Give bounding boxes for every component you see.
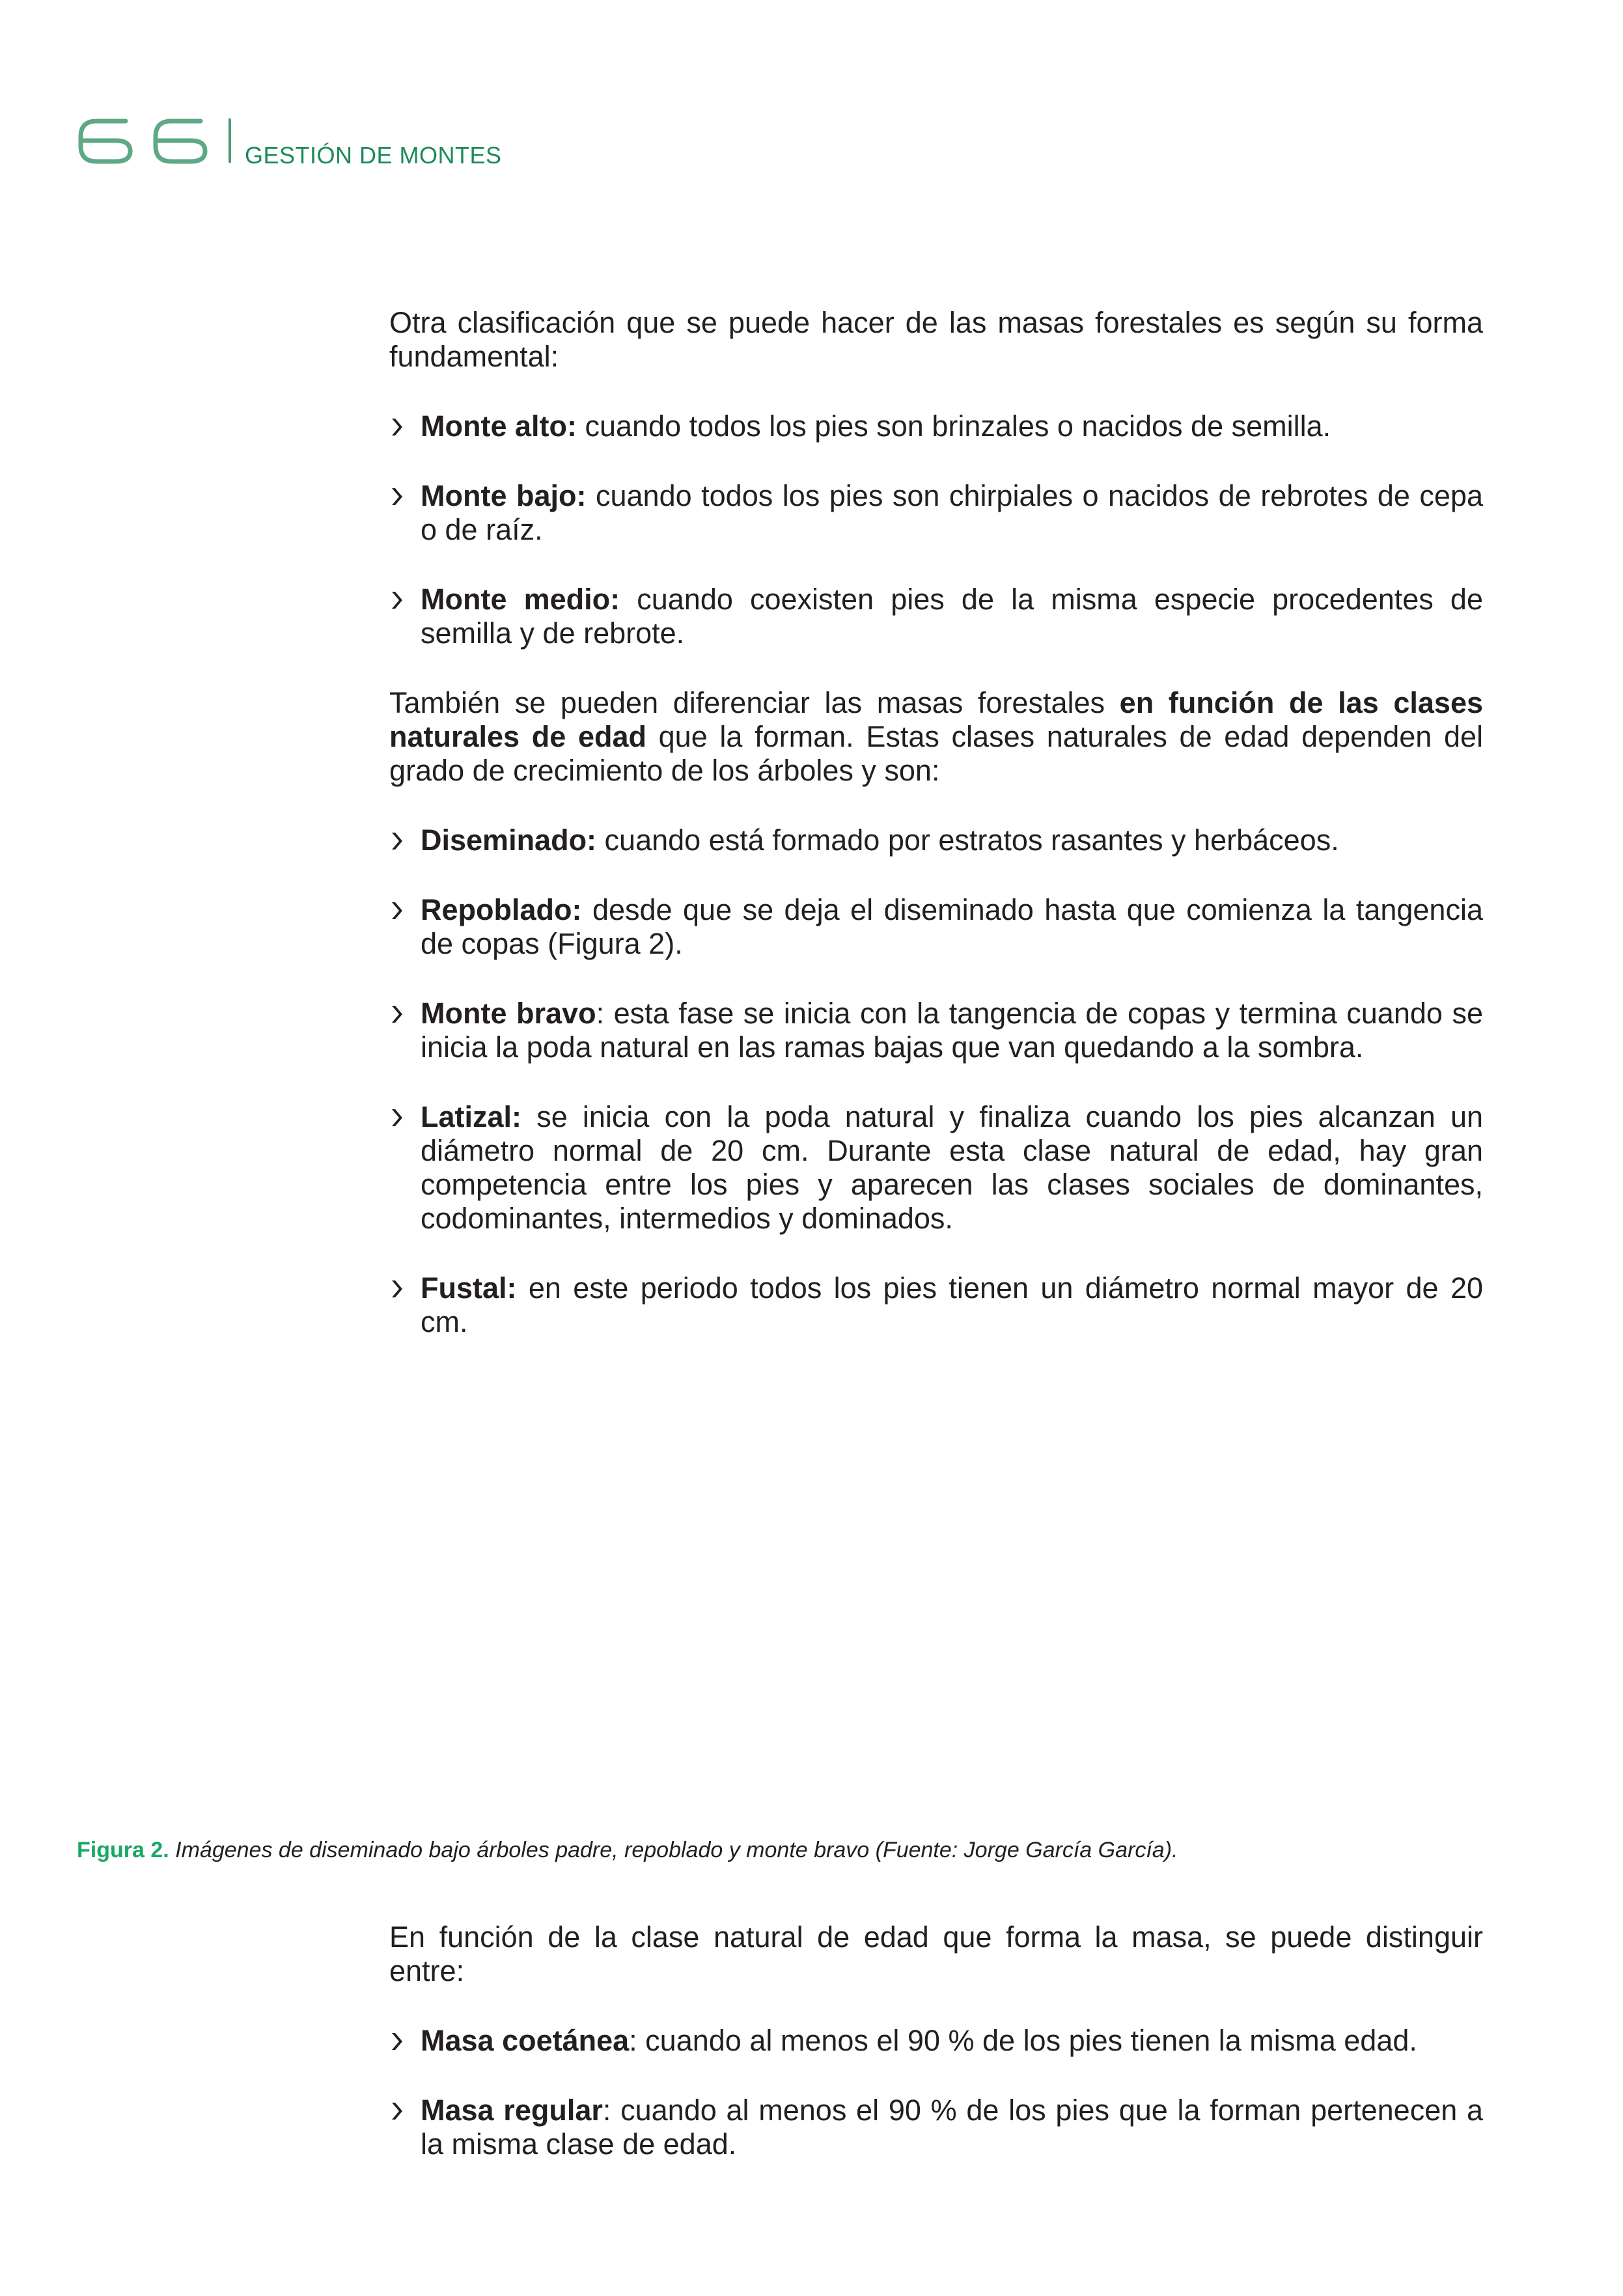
chevron-bullet-icon xyxy=(389,1279,402,1299)
list-item xyxy=(389,479,1483,547)
figure-caption-text: Imágenes de diseminado bajo árboles padre, repoblado y monte bravo (Fuente: Jorge García García). xyxy=(169,1838,1178,1862)
chevron-bullet-icon xyxy=(389,2101,402,2121)
page-number xyxy=(77,115,220,167)
list-text: se inicia con la poda natural y finaliza cuando los pies alcanzan un diámetro normal de 20 cm. Durante esta clase natural de edad, hay gran competencia entre los pies y aparecen las clases sociales de dominantes, codominantes, intermedios y dominados. xyxy=(421,1100,1483,1235)
chevron-bullet-icon xyxy=(389,487,402,506)
list-text: en este periodo todos los pies tienen un diámetro normal mayor de 20 cm. xyxy=(421,1271,1483,1338)
list-text: cuando está formado por estratos rasantes y herbáceos. xyxy=(596,823,1339,857)
list-term: Fustal: xyxy=(421,1271,517,1305)
list-term: Monte alto: xyxy=(421,409,577,443)
header-divider xyxy=(229,118,231,163)
figure-label: Figura 2. xyxy=(77,1838,169,1862)
chevron-bullet-icon xyxy=(389,2032,402,2051)
intro-paragraph-2 xyxy=(389,686,1483,788)
list-item xyxy=(389,1100,1483,1236)
section-title: GESTIÓN DE MONTES xyxy=(245,142,502,169)
list-term: Monte medio: xyxy=(421,583,620,616)
intro2-bold: en función de las clases naturales de edad xyxy=(389,686,1484,753)
list-term: Monte bajo: xyxy=(421,479,587,512)
list-item xyxy=(389,997,1483,1064)
intro-paragraph-3: En función de la clase natural de edad que forma la masa, se puede distinguir entre: xyxy=(389,1920,1483,1987)
chevron-bullet-icon xyxy=(389,901,402,920)
list-term: Latizal: xyxy=(421,1100,522,1133)
list-item xyxy=(389,583,1483,650)
list-text: : cuando al menos el 90 % de los pies que la forman pertenecen a la misma clase de edad. xyxy=(421,2094,1484,2161)
intro-paragraph-1: Otra clasificación que se puede hacer de las masas forestales es según su forma fundamental: xyxy=(389,306,1483,373)
chevron-bullet-icon xyxy=(389,1108,402,1127)
list-item xyxy=(389,409,1483,443)
list-term: Repoblado: xyxy=(421,893,582,926)
list-text: cuando todos los pies son chirpiales o nacidos de rebrotes de cepa o de raíz. xyxy=(421,479,1483,546)
intro2-after: que la forman. Estas clases naturales de edad dependen del grado de crecimiento de los árboles y son: xyxy=(389,720,1484,787)
chevron-bullet-icon xyxy=(389,1004,402,1024)
list-term: Monte bravo xyxy=(421,997,596,1030)
list-text: cuando todos los pies son brinzales o nacidos de semilla. xyxy=(576,409,1331,443)
page-number-graphic xyxy=(77,115,220,167)
list-term: Masa regular xyxy=(421,2094,603,2127)
chevron-bullet-icon xyxy=(389,590,402,610)
list-text: : esta fase se inicia con la tangencia de copas y termina cuando se inicia la poda natural en las ramas bajas que van quedando a la sombra. xyxy=(421,997,1483,1064)
list-text: desde que se deja el diseminado hasta que comienza la tangencia de copas (Figura 2). xyxy=(421,893,1483,960)
list-forma-fundamental xyxy=(389,409,1483,650)
list-clases-edad xyxy=(389,823,1483,1339)
list-text: cuando coexisten pies de la misma especie procedentes de semilla y de rebrote. xyxy=(421,583,1483,650)
figure-caption xyxy=(77,1837,1509,1863)
list-item xyxy=(389,893,1483,961)
chevron-bullet-icon xyxy=(389,417,402,437)
list-item xyxy=(389,2024,1483,2058)
page-header xyxy=(77,115,502,173)
list-item xyxy=(389,2094,1483,2161)
list-item xyxy=(389,823,1483,857)
list-tipos-masa xyxy=(389,2024,1483,2161)
list-item xyxy=(389,1271,1483,1339)
list-term: Diseminado: xyxy=(421,823,597,857)
main-content xyxy=(389,306,1483,1339)
list-text: : cuando al menos el 90 % de los pies tienen la misma edad. xyxy=(629,2024,1417,2057)
intro2-before: También se pueden diferenciar las masas forestales xyxy=(389,686,1120,719)
list-term: Masa coetánea xyxy=(421,2024,630,2057)
chevron-bullet-icon xyxy=(389,831,402,851)
main-content-continued xyxy=(389,1920,1483,2161)
